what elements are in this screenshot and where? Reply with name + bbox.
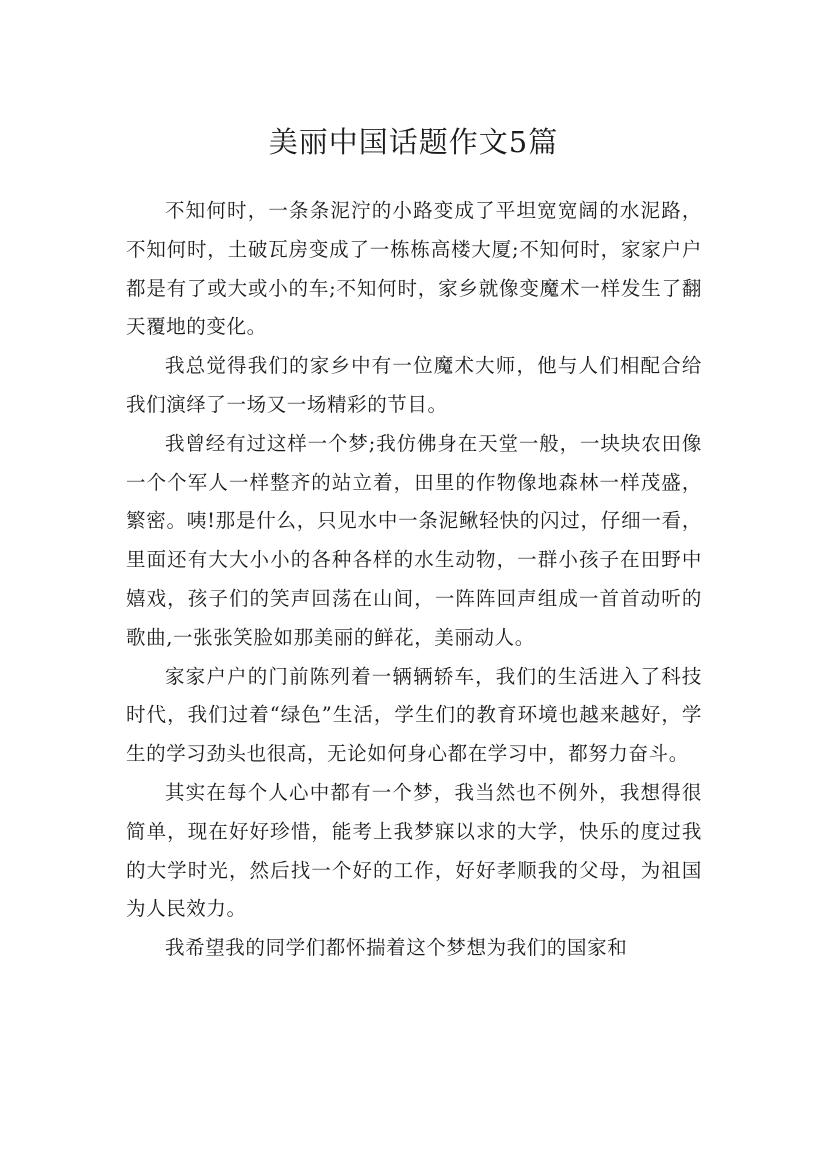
paragraph: 我总觉得我们的家乡中有一位魔术大师，他与人们相配合给我们演绎了一场又一场精彩的节目。 bbox=[126, 354, 702, 416]
document-title: 美丽中国话题作文5篇 bbox=[268, 125, 559, 160]
paragraph: 其实在每个人心中都有一个梦，我当然也不例外，我想得很简单，现在好好珍惜，能考上我梦寐以求的大学，快乐的度过我的大学时光，然后找一个好的工作，好好孝顺我的父母，为祖国为人民效力。 bbox=[126, 780, 702, 921]
paragraph: 家家户户的门前陈列着一辆辆轿车，我们的生活进入了科技时代，我们过着“绿色”生活，学生们的教育环境也越来越好，学生的学习劲头也很高，无论如何身心都在学习中，都努力奋斗。 bbox=[126, 664, 702, 766]
paragraph: 我曾经有过这样一个梦;我仿佛身在天堂一般，一块块农田像一个个军人一样整齐的站立着，田里的作物像地森林一样茂盛，繁密。咦!那是什么，只见水中一条泥鳅轻快的闪过，仔细一看，里面还有大大小小的各种各样的水生动物，一群小孩子在田野中嬉戏，孩子们的笑声回荡在山间，一阵阵回声组成一首首动听的歌曲,一张张笑脸如那美丽的鲜花，美丽动人。 bbox=[126, 431, 702, 649]
paragraph: 不知何时，一条条泥泞的小路变成了平坦宽宽阔的水泥路，不知何时，土破瓦房变成了一栋栋高楼大厦;不知何时，家家户户都是有了或大或小的车;不知何时，家乡就像变魔术一样发生了翻天覆地的变化。 bbox=[126, 199, 702, 339]
paragraph: 我希望我的同学们都怀揣着这个梦想为我们的国家和 bbox=[165, 936, 628, 960]
document-body bbox=[126, 192, 702, 968]
